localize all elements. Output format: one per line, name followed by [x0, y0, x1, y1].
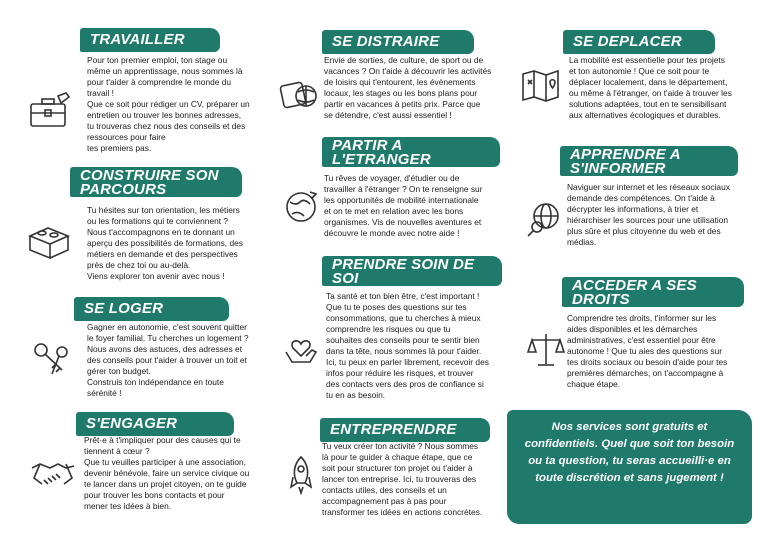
rocket-icon [284, 455, 318, 495]
text-line: Prêt·e à t'impliquer pour des causes qui te [84, 435, 241, 445]
text-line: plus sûre et plus citoyenne du web et des [567, 226, 721, 236]
keys-icon [32, 340, 72, 378]
text-line: vacances ? On t'aide à découvrir les activités [324, 66, 492, 76]
services-banner [507, 410, 752, 524]
handshake-icon [30, 458, 76, 490]
section-title [562, 277, 744, 307]
text-line: là pour te guider à chaque étape, que ce [322, 452, 473, 462]
text-line: mener tes idées à bien. [84, 501, 172, 511]
text-line: Envie de sorties, de culture, de sport ou de [324, 55, 484, 65]
text-line: ou même à l'étranger, on t'aide à trouver les [569, 88, 732, 98]
banner-line: toute discrétion et sans jugement ! [535, 472, 724, 484]
section-text [87, 55, 262, 154]
text-line: transformer tes idées en actions concrètes. [322, 507, 483, 517]
text-line: pour t'aider à comprendre le monde du [87, 77, 232, 87]
text-line: administratives, c'est essentiel pour être [567, 335, 716, 345]
text-line: comprendre les risques ou que tu [326, 324, 451, 334]
text-line: dans ta tête, nous sommes là pour t'aider. [326, 346, 482, 356]
text-line: pour trouver les bons contacts et pour [84, 490, 225, 500]
section-text [569, 55, 754, 121]
text-line: accompagnement pas à pas pour [322, 496, 447, 506]
text-line: Gagner en autonomie, c'est souvent quitter [87, 322, 247, 332]
section-title-text: CONSTRUIRE SON PARCOURS [80, 167, 219, 197]
heart-hand-icon [282, 330, 320, 368]
globe-search-icon [526, 200, 564, 238]
text-line: partir en vacances à petits prix. Parce que [324, 99, 481, 109]
section-text [567, 182, 757, 248]
banner-line: confidentiels. Quel que soit ton besoin [524, 438, 735, 450]
section-title [322, 256, 502, 286]
section-title-text: S'ENGAGER [86, 415, 178, 432]
text-line: tu trouveras chez nous des conseils et des [87, 121, 246, 131]
text-line: Nous avons des astuces, des adresses et [87, 344, 243, 354]
section-title [322, 137, 500, 167]
text-line: tes droits sociaux ou besoin d'aide pour tes [567, 357, 728, 367]
text-line: Nous t'accompagnons en te donnant un [87, 227, 235, 237]
text-line: Tu veux créer ton activité ? Nous sommes [322, 441, 479, 451]
text-line: se détendre, c'est aussi essentiel ! [324, 110, 452, 120]
text-line: consommations, que tu cherches à mieux [326, 313, 481, 323]
globe-plane-icon [282, 188, 320, 226]
section-title [70, 167, 242, 197]
text-line: les opportunités de mobilité internationale [324, 195, 479, 205]
text-line: Ici, tu peux en parler librement, recevoir des [326, 357, 489, 367]
section-text [324, 55, 504, 121]
section-title-text: SE DEPLACER [573, 33, 682, 50]
text-line: contacts utiles, des conseils et un [322, 485, 447, 495]
section-title-text: SE DISTRAIRE [332, 33, 440, 50]
text-line: soit pour structurer ton projet ou t'aider à [322, 463, 473, 473]
text-line: travail ! [87, 88, 114, 98]
section-title-text: PARTIR A L'ETRANGER [332, 137, 431, 167]
text-line: aux alternatives écologiques et durables. [569, 110, 721, 120]
text-line: Pour ton premier emploi, ton stage ou [87, 55, 228, 65]
text-line: et on te met en relation avec les bons [324, 206, 464, 216]
text-line: Tu rêves de voyager, d'étudier ou de [324, 173, 460, 183]
text-line: près de chez toi ou au-delà. [87, 260, 191, 270]
text-line: La mobilité est essentielle pour tes projets [569, 55, 725, 65]
text-line: premières démarches, on t'accompagne à [567, 368, 724, 378]
banner-line: ou ta question, tu seras accueilli·e en [528, 455, 731, 467]
text-line: même un apprentissage, nous sommes là [87, 66, 243, 76]
scales-icon [526, 330, 566, 370]
section-text [84, 435, 264, 512]
section-title [563, 30, 715, 54]
text-line: gérer ton budget. [87, 366, 151, 376]
text-line: des contacts vers des pros de confiance si [326, 379, 484, 389]
text-line: le foyer familial. Tu cherches un logement ? [87, 333, 249, 343]
map-icon [520, 68, 562, 104]
text-line: organismes. Vis de nouvelles aventures et [324, 217, 482, 227]
section-text [87, 322, 265, 399]
section-text [567, 313, 757, 390]
text-line: entretien ou trouver les bonnes adresses, [87, 110, 242, 120]
text-line: Tu hésites sur ton orientation, les métiers [87, 205, 240, 215]
section-title [320, 418, 490, 442]
text-line: de loisirs qui t'entourent, les évènements [324, 77, 476, 87]
section-title [322, 30, 474, 54]
text-line: aperçu des possibilités de formations, des [87, 238, 243, 248]
text-line: Construis ton indépendance en toute [87, 377, 224, 387]
text-line: ou les formations qui te conviennent ? [87, 216, 229, 226]
text-line: Ta santé et ton bien être, c'est important ! [326, 291, 480, 301]
section-title-text: TRAVAILLER [90, 31, 185, 48]
section-title-text: SE LOGER [84, 300, 164, 317]
text-line: hiérarchiser les sources pour une utilisation [567, 215, 729, 225]
text-line: médias. [567, 237, 597, 247]
text-line: et ton autonomie ! Que ce soit pour te [569, 66, 710, 76]
section-title-text: PRENDRE SOIN DE SOI [332, 256, 475, 286]
text-line: Que tu veuilles participer à une association, [84, 457, 247, 467]
section-title-text: APPRENDRE A S'INFORMER [570, 146, 681, 176]
text-line: infos pour réduire les risques, et trouver [326, 368, 474, 378]
text-line: découvre le monde avec notre aide ! [324, 228, 460, 238]
section-text [322, 441, 502, 518]
text-line: autonome ! Que tu aies des questions sur [567, 346, 723, 356]
toolbox-icon [28, 90, 72, 130]
text-line: Que tu te poses des questions sur tes [326, 302, 467, 312]
section-title [76, 412, 234, 436]
text-line: des conseils pour t'aider à trouver un toit et [87, 355, 247, 365]
text-line: Naviguer sur internet et les réseaux sociaux [567, 182, 730, 192]
building-block-icon [26, 222, 72, 260]
text-line: déplacer localement, dans le département, [569, 77, 728, 87]
text-line: locaux, les stages ou les bons plans pour [324, 88, 478, 98]
text-line: métiers en demande et des perspectives [87, 249, 238, 259]
section-title [74, 297, 229, 321]
section-text [326, 291, 506, 401]
section-title-text: ACCEDER A SES DROITS [572, 277, 697, 307]
banner-line: Nos services sont gratuits et [551, 421, 708, 433]
text-line: Comprendre tes droits, t'informer sur les [567, 313, 717, 323]
text-line: lancer ton entreprise. Ici, tu trouveras des [322, 474, 477, 484]
text-line: chaque étape. [567, 379, 621, 389]
text-line: tu en as besoin. [326, 390, 386, 400]
text-line: solutions adaptées, tout en te sensibilisant [569, 99, 727, 109]
text-line: devenir bénévole, faire un service civique ou [84, 468, 250, 478]
section-text [324, 173, 504, 239]
text-line: travailler à l'étranger ? On te renseigne sur [324, 184, 483, 194]
text-line: Viens explorer ton avenir avec nous ! [87, 271, 225, 281]
section-title-text: ENTREPRENDRE [330, 421, 457, 438]
text-line: sérénité ! [87, 388, 122, 398]
tickets-icon [278, 74, 320, 114]
section-title [560, 146, 738, 176]
text-line: décrypter les informations, à trier et [567, 204, 699, 214]
text-line: ressources pour faire [87, 132, 166, 142]
text-line: Que ce soit pour rédiger un CV, préparer un [87, 99, 250, 109]
section-text [87, 205, 262, 282]
text-line: demande des compétences. On t'aide à [567, 193, 715, 203]
text-line: te lancer dans un projet citoyen, on te guide [84, 479, 247, 489]
text-line: tes premiers pas. [87, 143, 152, 153]
text-line: tiennent à cœur ? [84, 446, 150, 456]
text-line: aides disponibles et les démarches [567, 324, 698, 334]
text-line: souhaites des conseils pour te sentir bien [326, 335, 480, 345]
section-title [80, 28, 220, 52]
